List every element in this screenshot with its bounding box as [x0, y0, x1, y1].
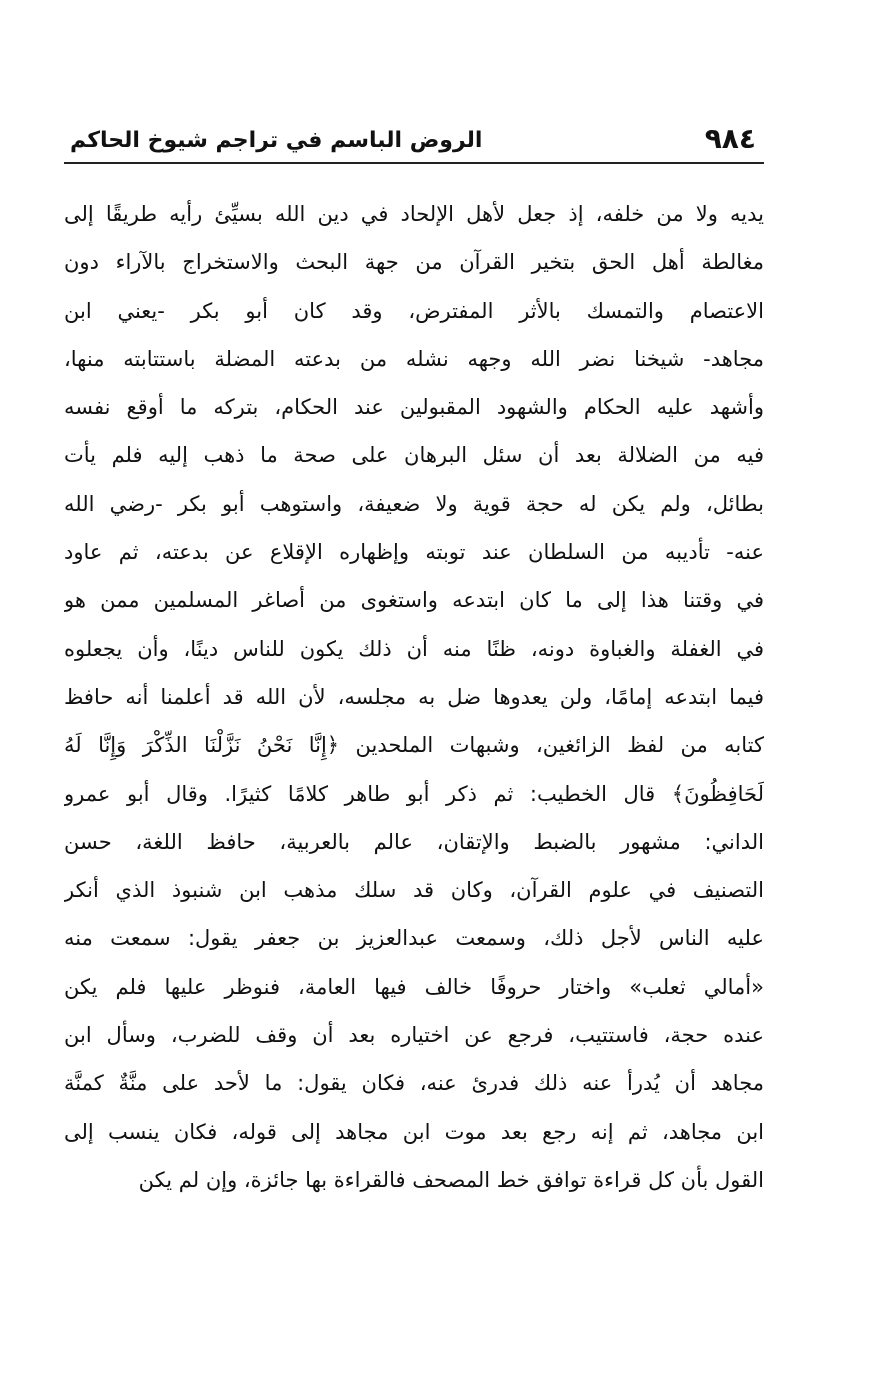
text-line: ابن مجاهد، ثم إنه رجع بعد موت ابن مجاهد إلى قوله، فكان ينسب إلى — [64, 1119, 764, 1144]
running-title: الروض الباسم في تراجم شيوخ الحاكم — [70, 128, 483, 153]
text-line: الاعتصام والتمسك بالأثر المفترض، وقد كان أبو بكر -يعني ابن — [64, 298, 764, 323]
text-line: الداني: مشهور بالضبط والإتقان، عالم بالعربية، حافظ اللغة، حسن — [64, 829, 764, 854]
page-number: ٩٨٤ — [704, 122, 756, 155]
text-line: فيه من الضلالة بعد أن سئل البرهان على صحة ما ذهب إليه فلم يأت — [64, 443, 764, 468]
text-line: كتابه من لفظ الزائغين، وشبهات الملحدين ﴿إِنَّا نَحْنُ نَزَّلْنَا الذِّكْرَ وَإِنَّا لَهُ — [64, 733, 764, 758]
text-line: وأشهد عليه الحكام والشهود المقبولين عند الحكام، بتركه ما أوقع نفسه — [64, 395, 764, 420]
text-line: عليه الناس لأجل ذلك، وسمعت عبدالعزيز بن جعفر يقول: سمعت منه — [64, 926, 764, 951]
text-line: مجاهد أن يُدرأ عنه ذلك فدرئ عنه، فكان يقول: ما لأحد على منَّةٌ كمنَّة — [64, 1071, 764, 1096]
text-line: في وقتنا هذا إلى ما كان ابتدعه واستغوى من أصاغر المسلمين ممن هو — [64, 588, 764, 613]
text-line: عنده حجة، فاستتيب، فرجع عن اختياره بعد أن وقف للضرب، وسأل ابن — [64, 1023, 764, 1048]
text-line: لَحَافِظُونَ﴾ قال الخطيب: ثم ذكر أبو طاهر كلامًا كثيرًا. وقال أبو عمرو — [64, 781, 764, 806]
text-line: «أمالي ثعلب» واختار حروفًا خالف فيها العامة، فنوظر عليها فلم يكن — [64, 974, 764, 999]
header-divider — [64, 162, 764, 164]
text-line: القول بأن كل قراءة توافق خط المصحف فالقراءة بها جائزة، وإن لم يكن — [138, 1167, 764, 1192]
body-text — [64, 190, 764, 1204]
text-line: التصنيف في علوم القرآن، وكان قد سلك مذهب ابن شنبوذ الذي أنكر — [64, 878, 764, 903]
text-line: بطائل، ولم يكن له حجة قوية ولا ضعيفة، واستوهب أبو بكر -رضي الله — [64, 491, 764, 516]
text-line: مغالطة أهل الحق بتخير القرآن من جهة البحث والاستخراج بالآراء دون — [64, 250, 764, 275]
text-line: يديه ولا من خلفه، إذ جعل لأهل الإلحاد في دين الله بسيِّئ رأيه طريقًا إلى — [64, 202, 764, 226]
text-line: عنه- تأديبه من السلطان عند توبته وإظهاره الإقلاع عن بدعته، ثم عاود — [64, 540, 764, 565]
page-header — [64, 118, 764, 162]
text-line: في الغفلة والغباوة دونه، ظنًا منه أن ذلك يكون للناس دينًا، وأن يجعلوه — [64, 636, 764, 661]
text-line: فيما ابتدعه إمامًا، ولن يعدوها ضل به مجلسه، لأن الله قد أعلمنا أنه حافظ — [64, 684, 764, 709]
text-line: مجاهد- شيخنا نضر الله وجهه نشله من بدعته المضلة باستتابته منها، — [64, 346, 764, 371]
